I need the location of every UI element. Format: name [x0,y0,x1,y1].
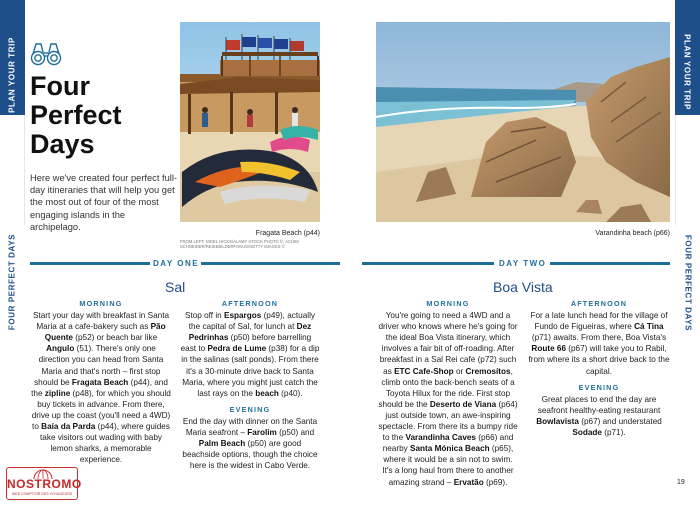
day-one-evening-heading: EVENING [229,404,271,414]
day-one-morning-text: Start your day with breakfast in Santa Maria at a cafe-bakery such as Pão Quente (p52) or beach bar like Angulo (51). There's only one direction you can head from Santa Maria and that's north – first stop should be Fragata Beach (p44), and the zipline (p48), for which you should buy tickets in advance. From there, drive up the coast (you'll need a 4WD) to Baía da Parda (p44), where guides take visitors out wading with baby lemon sharks, a memorable experience. [31,311,171,465]
left-tab-dark-block [0,0,25,115]
fragata-photo-caption: Fragata Beach (p44) [255,230,320,237]
day-two-afternoon-heading: AFTERNOON [570,299,628,308]
right-tab-dark-block [675,0,700,115]
day-two-evening-heading: EVENING [578,382,620,392]
varandinha-beach-photo [376,22,670,222]
day-two-evening-text: Great places to end the day are seafront healthy-eating restaurant Bowlavista (p67) and understated Sodade (p71). [536,394,662,438]
left-tab-plan-label: PLAN YOUR TRIP [7,37,17,113]
page-title: Four Perfect Days [30,71,122,159]
day-two-rule-left [362,262,494,265]
day-one-afternoon-heading: AFTERNOON [221,299,279,308]
day-one-label: DAY ONE [153,259,200,268]
intro-paragraph: Here we've created four perfect full-day itineraries that will help you get the most out of four of the most engaging islands in the archipelago. [30,173,177,232]
left-side-tab [0,0,25,331]
nostromo-logo [6,467,82,500]
right-tab-light-block [675,115,700,332]
logo-tagline: WEB COMPTOIR DES VOYAGEURS [11,492,73,496]
photo-credit: FROM LEFT: NIGEL HICKS/ALAMY STOCK PHOTO ©; ACHIM SCHNEIDER/REISEBILDERFOKUS/GETTY IMAGES © [180,239,299,250]
page-number: 19 [677,479,685,486]
fragata-beach-photo [180,22,320,222]
right-tab-plan-label: PLAN YOUR TRIP [682,34,692,110]
day-one-afternoon-text: Stop off in Espargos (p49), actually the capital of Sal, for lunch at Dez Pedrinhas (p50) before barrelling east to Pedra de Lume (p38) for a dip in the salinas (salt ponds). From there it's a 30-minute drive back to Santa Maria, where you might just catch the last rays on the beach (p40). [180,311,320,398]
day-one-afternoon-evening [180,298,320,471]
day-two-rule-right [550,262,670,265]
day-one-rule-left [30,262,150,265]
left-tab-section-label: FOUR PERFECT DAYS [7,233,17,331]
day-one-morning [30,298,172,465]
binoculars-icon [30,41,62,67]
day-two-morning-heading: MORNING [426,299,470,308]
day-two-afternoon-evening [528,298,670,438]
day-two-afternoon-text: For a late lunch head for the village of Fundo de Figueiras, where Cá Tina (p71) awaits. From there, Boa Vista's Route 66 (p67) will take you to Rabil, from where its a short drive back to the capital. [528,311,670,376]
day-two-place: Boa Vista [493,279,553,295]
left-tab-light-block [0,115,25,331]
day-two-morning-text: You're going to need a 4WD and a driver who knows where he's going for the ideal Boa Vista itinerary, which involves a fair bit of off-roading. After breakfast in a Sal Rei cafe (p72) such as ETC Cafe-Shop or Cremosítos, climb onto the back-bench seats of a Toyota Hilux for the ride. First stop should be the Deserto de Viana (p64) just outside town, an awe-inspiring spectacle. From there its a bumpy ride to the Varandinha Caves (p66) and nearby Santa Mónica Beach (p65), where it would be a sin not to swim. It's a long haul from there to another amazing strand – Ervatão (p69). [378,311,518,487]
day-one-evening-text: End the day with dinner on the Santa Maria seafront – Farolim (p50) and Palm Beach (p50) are good beachside options, though the choice here is the widest in Cabo Verde. [182,416,318,471]
day-one-morning-heading: MORNING [79,299,123,308]
day-one-place: Sal [165,279,186,295]
right-side-tab [675,0,700,332]
varandinha-photo-caption: Varandinha beach (p66) [595,230,670,237]
day-two-label: DAY TWO [499,259,547,268]
day-one-rule-right [201,262,340,265]
logo-name: NOSTROMO [7,477,82,491]
right-tab-section-label: FOUR PERFECT DAYS [683,234,693,332]
day-two-morning [378,298,518,488]
